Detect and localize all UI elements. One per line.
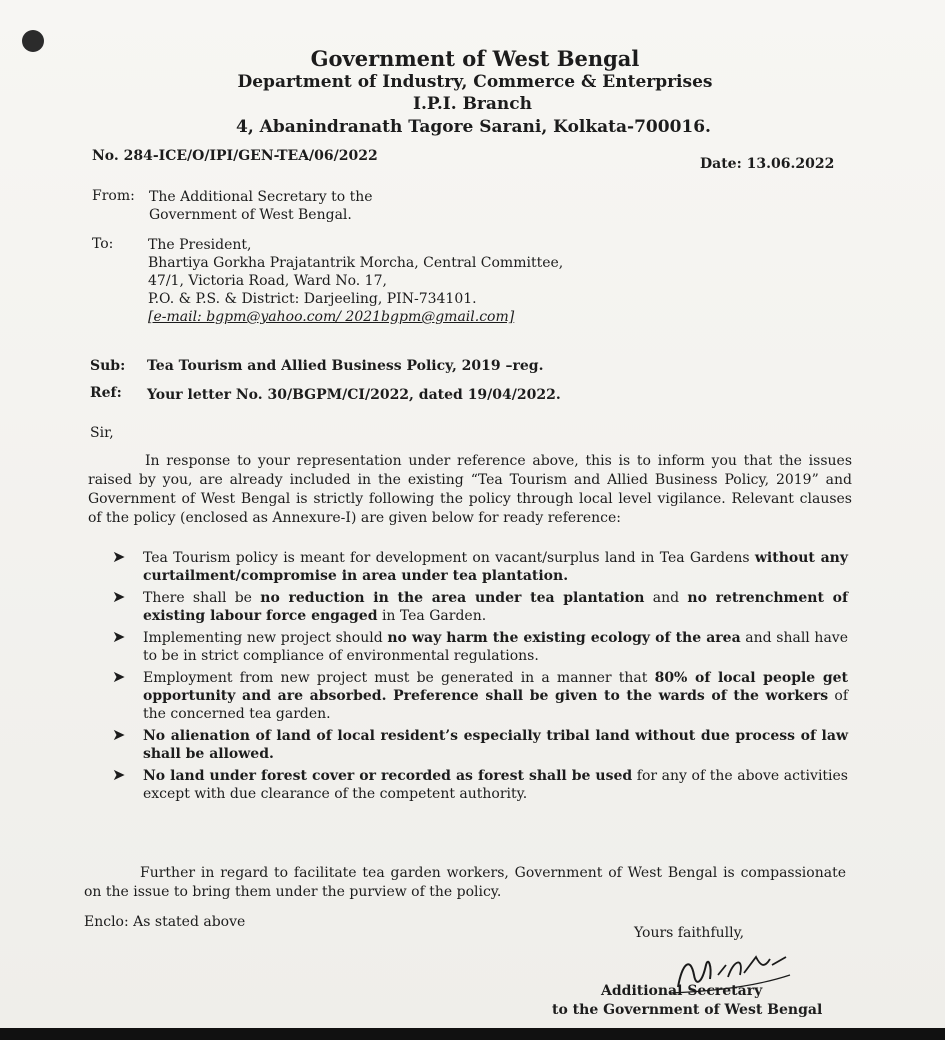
ref-label: Ref: (90, 385, 122, 401)
signature-title: Additional Secretary (601, 983, 763, 999)
letter-date: Date: 13.06.2022 (700, 156, 835, 172)
to-label: To: (92, 236, 114, 252)
subject-label: Sub: (90, 358, 126, 374)
arrow-bullet-icon: ➤ (112, 627, 126, 646)
subject-text: Tea Tourism and Allied Business Policy, 2019 –reg. (147, 358, 544, 374)
intro-paragraph: In response to your representation under reference above, this is to inform you that the issues raised by you, are already included in the existing “Tea Tourism and Allied Business Policy, 2019” and Government of West Bengal is strictly following the policy through local level vigilance. Relevant clauses of the policy (enclosed as Annexure-I) are given below for ready reference: (88, 453, 852, 526)
to-line: P.O. & P.S. & District: Darjeeling, PIN-734101. (148, 291, 477, 307)
list-item: ➤ Implementing new project should no way harm the existing ecology of the area and shall have to be in strict compliance of environmental regulations. (112, 627, 848, 664)
letterhead-address: 4, Abanindranath Tagore Sarani, Kolkata-700016. (236, 117, 711, 137)
to-address (148, 236, 563, 326)
list-item: ➤ There shall be no reduction in the area under tea plantation and no retrenchment of existing labour force engaged in Tea Garden. (112, 587, 849, 624)
from-label: From: (92, 188, 135, 204)
to-line: The President, (148, 237, 252, 253)
scan-bottom-edge (0, 1028, 945, 1040)
letterhead (0, 46, 945, 139)
policy-clauses-list (108, 549, 848, 807)
ref-text: Your letter No. 30/BGPM/CI/2022, dated 19/04/2022. (147, 387, 561, 403)
email-line: [e-mail: bgpm@yahoo.com/ 2021bgpm@gmail.com] (148, 309, 515, 325)
list-item: ➤ Tea Tourism policy is meant for development on vacant/surplus land in Tea Gardens without any curtailment/compromise in area under tea plantation. (112, 547, 848, 584)
signature-org: to the Government of West Bengal (552, 1002, 823, 1018)
arrow-bullet-icon: ➤ (112, 765, 126, 784)
list-item: ➤ Employment from new project must be generated in a manner that 80% of local people get opportunity and are absorbed. Preference shall be given to the wards of the workers of the concerned tea garden. (112, 667, 848, 722)
from-line: The Additional Secretary to the (149, 189, 373, 205)
from-line: Government of West Bengal. (149, 207, 352, 223)
salutation: Sir, (90, 425, 114, 441)
signature-closing: Yours faithfully, (634, 925, 745, 941)
to-line: 47/1, Victoria Road, Ward No. 17, (148, 273, 387, 289)
arrow-bullet-icon: ➤ (112, 587, 126, 606)
reference-number: No. 284-ICE/O/IPI/GEN-TEA/06/2022 (92, 148, 378, 164)
list-item: ➤ No land under forest cover or recorded as forest shall be used for any of the above activities except with due clearance of the competent authority. (112, 765, 848, 802)
letterhead-branch: I.P.I. Branch (413, 94, 532, 114)
to-line: Bhartiya Gorkha Prajatantrik Morcha, Central Committee, (148, 255, 564, 271)
letterhead-government: Government of West Bengal (310, 46, 640, 71)
from-address (149, 188, 373, 224)
arrow-bullet-icon: ➤ (112, 725, 126, 744)
arrow-bullet-icon: ➤ (112, 667, 126, 686)
list-item: ➤ No alienation of land of local resident’s especially tribal land without due process of law shall be allowed. (112, 725, 848, 762)
closing-paragraph: Further in regard to facilitate tea garden workers, Government of West Bengal is compassionate on the issue to bring them under the purview of the policy. (84, 865, 846, 900)
arrow-bullet-icon: ➤ (112, 547, 126, 566)
letterhead-department: Department of Industry, Commerce & Enterprises (237, 72, 713, 92)
enclosure-note: Enclo: As stated above (84, 914, 246, 930)
